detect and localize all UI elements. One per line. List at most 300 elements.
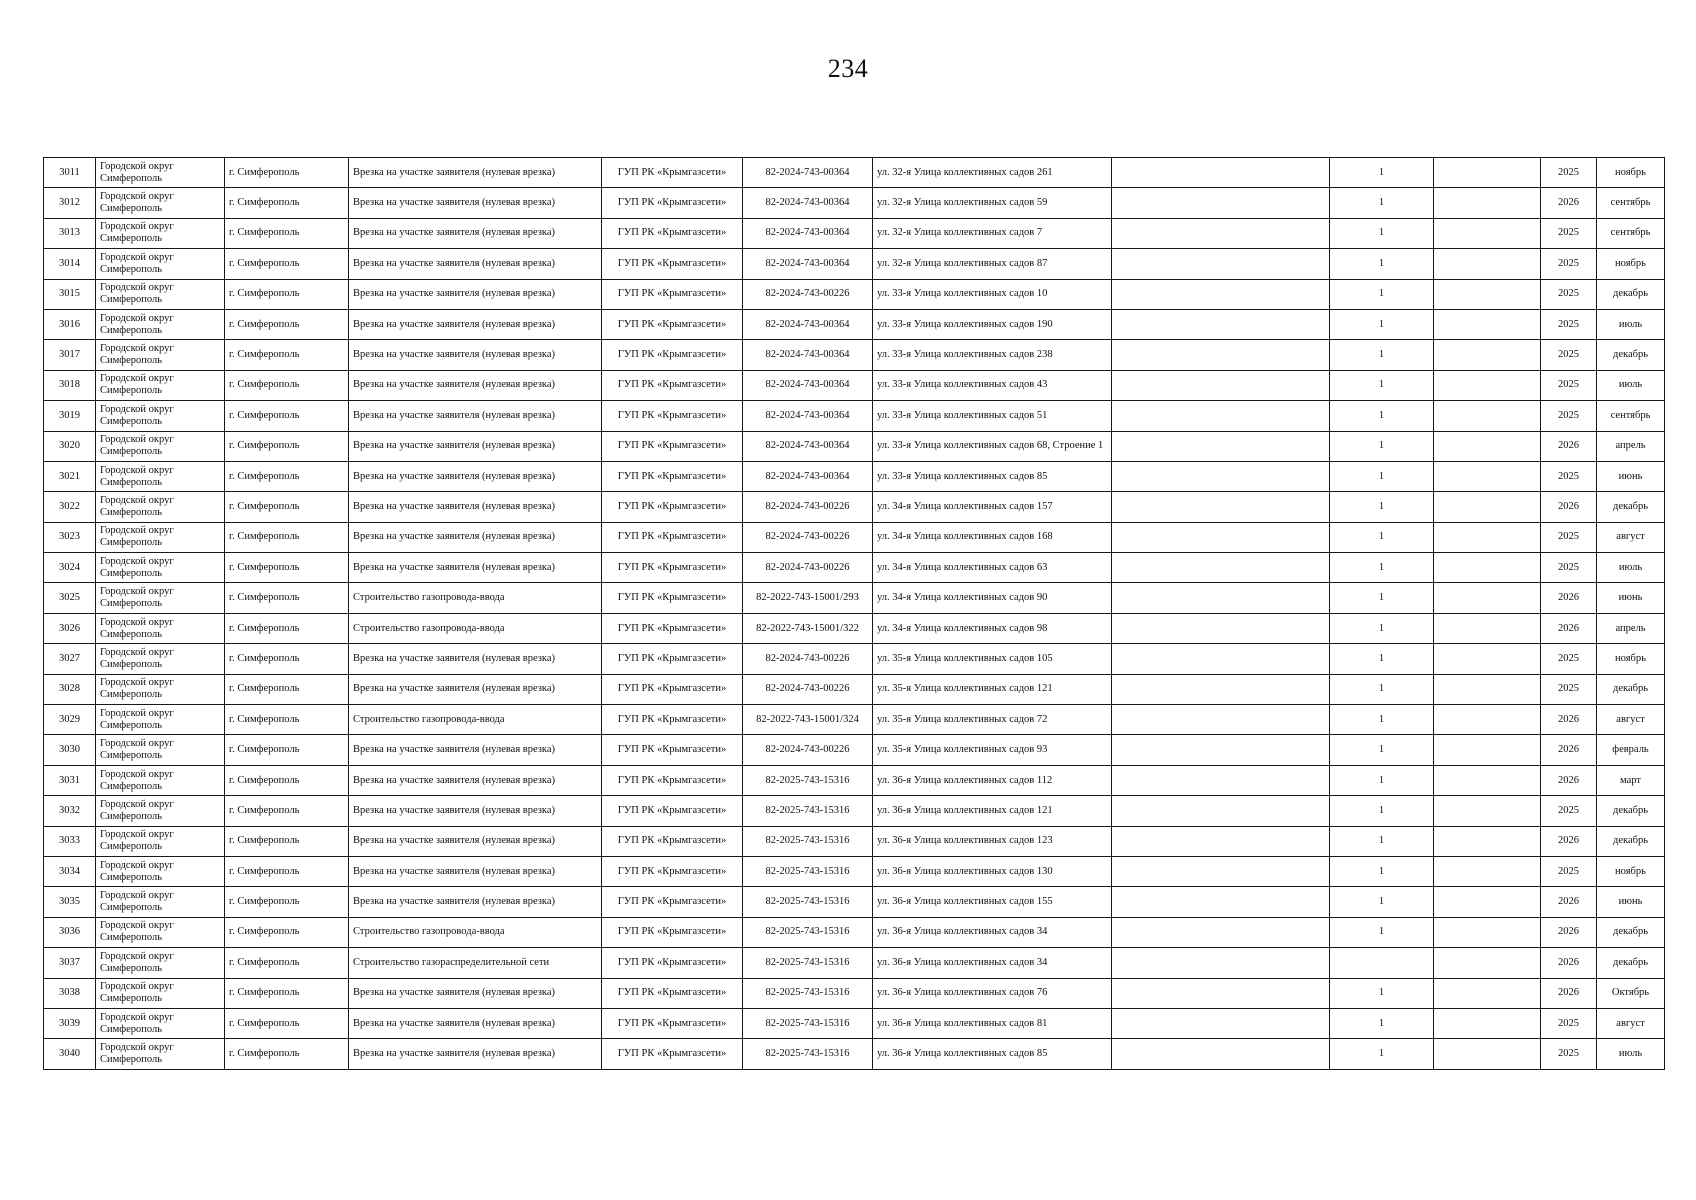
work-type-cell: Врезка на участке заявителя (нулевая врезка) xyxy=(349,309,602,339)
district-cell: Городской округ Симферополь xyxy=(96,522,225,552)
quantity-cell: 1 xyxy=(1330,613,1434,643)
organization-cell: ГУП РК «Крымгазсети» xyxy=(602,674,743,704)
city-cell: г. Симферополь xyxy=(225,735,349,765)
tech-conditions-cell: 82-2022-743-15001/293 xyxy=(743,583,873,613)
address-cell: ул. 34-я Улица коллективных садов 90 xyxy=(873,583,1112,613)
row-number: 3011 xyxy=(44,158,96,188)
organization-cell: ГУП РК «Крымгазсети» xyxy=(602,796,743,826)
row-number: 3016 xyxy=(44,309,96,339)
empty-cell xyxy=(1434,948,1541,978)
work-type-cell: Врезка на участке заявителя (нулевая врезка) xyxy=(349,218,602,248)
district-cell: Городской округ Симферополь xyxy=(96,674,225,704)
city-cell: г. Симферополь xyxy=(225,978,349,1008)
address-cell: ул. 32-я Улица коллективных садов 59 xyxy=(873,188,1112,218)
month-cell: июнь xyxy=(1597,887,1665,917)
city-cell: г. Симферополь xyxy=(225,826,349,856)
tech-conditions-cell: 82-2025-743-15316 xyxy=(743,1039,873,1069)
row-number: 3036 xyxy=(44,917,96,947)
empty-cell xyxy=(1434,644,1541,674)
work-type-cell: Врезка на участке заявителя (нулевая врезка) xyxy=(349,674,602,704)
work-type-cell: Врезка на участке заявителя (нулевая врезка) xyxy=(349,644,602,674)
month-cell: август xyxy=(1597,522,1665,552)
organization-cell: ГУП РК «Крымгазсети» xyxy=(602,644,743,674)
empty-cell xyxy=(1434,340,1541,370)
quantity-cell: 1 xyxy=(1330,1039,1434,1069)
district-cell: Городской округ Симферополь xyxy=(96,553,225,583)
registry-rows xyxy=(44,158,1665,1070)
row-number: 3040 xyxy=(44,1039,96,1069)
row-number: 3019 xyxy=(44,401,96,431)
empty-cell xyxy=(1434,370,1541,400)
row-number: 3022 xyxy=(44,492,96,522)
work-type-cell: Врезка на участке заявителя (нулевая врезка) xyxy=(349,522,602,552)
month-cell: сентябрь xyxy=(1597,218,1665,248)
organization-cell: ГУП РК «Крымгазсети» xyxy=(602,492,743,522)
quantity-cell: 1 xyxy=(1330,735,1434,765)
quantity-cell: 1 xyxy=(1330,158,1434,188)
table-row xyxy=(44,401,1665,431)
district-cell: Городской округ Симферополь xyxy=(96,309,225,339)
page-number: 234 xyxy=(827,54,869,83)
address-cell: ул. 36-я Улица коллективных садов 130 xyxy=(873,856,1112,886)
quantity-cell: 1 xyxy=(1330,370,1434,400)
row-number: 3014 xyxy=(44,249,96,279)
district-cell: Городской округ Симферополь xyxy=(96,826,225,856)
tech-conditions-cell: 82-2024-743-00364 xyxy=(743,188,873,218)
row-number: 3035 xyxy=(44,887,96,917)
month-cell: декабрь xyxy=(1597,279,1665,309)
year-cell: 2025 xyxy=(1541,461,1597,491)
empty-cell xyxy=(1434,765,1541,795)
work-type-cell: Врезка на участке заявителя (нулевая врезка) xyxy=(349,735,602,765)
quantity-cell: 1 xyxy=(1330,887,1434,917)
table-row xyxy=(44,340,1665,370)
city-cell: г. Симферополь xyxy=(225,856,349,886)
city-cell: г. Симферополь xyxy=(225,887,349,917)
city-cell: г. Симферополь xyxy=(225,765,349,795)
row-number: 3031 xyxy=(44,765,96,795)
quantity-cell: 1 xyxy=(1330,705,1434,735)
organization-cell: ГУП РК «Крымгазсети» xyxy=(602,887,743,917)
city-cell: г. Симферополь xyxy=(225,1039,349,1069)
tech-conditions-cell: 82-2024-743-00226 xyxy=(743,644,873,674)
month-cell: февраль xyxy=(1597,735,1665,765)
city-cell: г. Симферополь xyxy=(225,644,349,674)
tech-conditions-cell: 82-2024-743-00226 xyxy=(743,674,873,704)
table-row xyxy=(44,218,1665,248)
organization-cell: ГУП РК «Крымгазсети» xyxy=(602,735,743,765)
address-cell: ул. 35-я Улица коллективных садов 72 xyxy=(873,705,1112,735)
city-cell: г. Симферополь xyxy=(225,948,349,978)
empty-cell xyxy=(1112,340,1330,370)
district-cell: Городской округ Симферополь xyxy=(96,461,225,491)
empty-cell xyxy=(1434,461,1541,491)
work-type-cell: Врезка на участке заявителя (нулевая врезка) xyxy=(349,978,602,1008)
year-cell: 2025 xyxy=(1541,309,1597,339)
tech-conditions-cell: 82-2025-743-15316 xyxy=(743,978,873,1008)
quantity-cell: 1 xyxy=(1330,553,1434,583)
month-cell: декабрь xyxy=(1597,948,1665,978)
tech-conditions-cell: 82-2024-743-00364 xyxy=(743,218,873,248)
work-type-cell: Врезка на участке заявителя (нулевая врезка) xyxy=(349,249,602,279)
city-cell: г. Симферополь xyxy=(225,613,349,643)
row-number: 3026 xyxy=(44,613,96,643)
row-number: 3027 xyxy=(44,644,96,674)
year-cell: 2025 xyxy=(1541,279,1597,309)
year-cell: 2026 xyxy=(1541,188,1597,218)
tech-conditions-cell: 82-2025-743-15316 xyxy=(743,856,873,886)
address-cell: ул. 36-я Улица коллективных садов 76 xyxy=(873,978,1112,1008)
table-row xyxy=(44,917,1665,947)
organization-cell: ГУП РК «Крымгазсети» xyxy=(602,1039,743,1069)
row-number: 3030 xyxy=(44,735,96,765)
year-cell: 2025 xyxy=(1541,1008,1597,1038)
month-cell: декабрь xyxy=(1597,674,1665,704)
city-cell: г. Симферополь xyxy=(225,431,349,461)
empty-cell xyxy=(1434,431,1541,461)
quantity-cell: 1 xyxy=(1330,856,1434,886)
empty-cell xyxy=(1112,309,1330,339)
table-row xyxy=(44,705,1665,735)
district-cell: Городской округ Симферополь xyxy=(96,279,225,309)
table-row xyxy=(44,735,1665,765)
year-cell: 2026 xyxy=(1541,431,1597,461)
empty-cell xyxy=(1112,188,1330,218)
empty-cell xyxy=(1434,279,1541,309)
year-cell: 2026 xyxy=(1541,948,1597,978)
quantity-cell: 1 xyxy=(1330,644,1434,674)
tech-conditions-cell: 82-2024-743-00364 xyxy=(743,340,873,370)
quantity-cell: 1 xyxy=(1330,188,1434,218)
row-number: 3020 xyxy=(44,431,96,461)
work-type-cell: Врезка на участке заявителя (нулевая врезка) xyxy=(349,401,602,431)
month-cell: апрель xyxy=(1597,613,1665,643)
organization-cell: ГУП РК «Крымгазсети» xyxy=(602,1008,743,1038)
empty-cell xyxy=(1112,553,1330,583)
empty-cell xyxy=(1112,1039,1330,1069)
city-cell: г. Симферополь xyxy=(225,917,349,947)
organization-cell: ГУП РК «Крымгазсети» xyxy=(602,309,743,339)
table-row xyxy=(44,613,1665,643)
table-row xyxy=(44,553,1665,583)
district-cell: Городской округ Симферополь xyxy=(96,340,225,370)
address-cell: ул. 32-я Улица коллективных садов 7 xyxy=(873,218,1112,248)
month-cell: ноябрь xyxy=(1597,249,1665,279)
year-cell: 2026 xyxy=(1541,765,1597,795)
table-row xyxy=(44,948,1665,978)
organization-cell: ГУП РК «Крымгазсети» xyxy=(602,431,743,461)
quantity-cell xyxy=(1330,948,1434,978)
empty-cell xyxy=(1434,553,1541,583)
row-number: 3015 xyxy=(44,279,96,309)
table-row xyxy=(44,674,1665,704)
district-cell: Городской округ Симферополь xyxy=(96,401,225,431)
row-number: 3021 xyxy=(44,461,96,491)
organization-cell: ГУП РК «Крымгазсети» xyxy=(602,158,743,188)
city-cell: г. Симферополь xyxy=(225,370,349,400)
table-row xyxy=(44,309,1665,339)
year-cell: 2026 xyxy=(1541,887,1597,917)
work-type-cell: Врезка на участке заявителя (нулевая врезка) xyxy=(349,340,602,370)
empty-cell xyxy=(1434,401,1541,431)
quantity-cell: 1 xyxy=(1330,674,1434,704)
empty-cell xyxy=(1112,401,1330,431)
table-row xyxy=(44,249,1665,279)
row-number: 3029 xyxy=(44,705,96,735)
row-number: 3033 xyxy=(44,826,96,856)
work-type-cell: Врезка на участке заявителя (нулевая врезка) xyxy=(349,158,602,188)
work-type-cell: Врезка на участке заявителя (нулевая врезка) xyxy=(349,431,602,461)
work-type-cell: Врезка на участке заявителя (нулевая врезка) xyxy=(349,1008,602,1038)
organization-cell: ГУП РК «Крымгазсети» xyxy=(602,522,743,552)
quantity-cell: 1 xyxy=(1330,492,1434,522)
district-cell: Городской округ Симферополь xyxy=(96,978,225,1008)
district-cell: Городской округ Симферополь xyxy=(96,887,225,917)
city-cell: г. Симферополь xyxy=(225,1008,349,1038)
table-row xyxy=(44,492,1665,522)
work-type-cell: Строительство газораспределительной сети xyxy=(349,948,602,978)
month-cell: июль xyxy=(1597,553,1665,583)
city-cell: г. Симферополь xyxy=(225,218,349,248)
table-row xyxy=(44,279,1665,309)
month-cell: апрель xyxy=(1597,431,1665,461)
empty-cell xyxy=(1434,249,1541,279)
address-cell: ул. 32-я Улица коллективных садов 87 xyxy=(873,249,1112,279)
month-cell: ноябрь xyxy=(1597,644,1665,674)
work-type-cell: Врезка на участке заявителя (нулевая врезка) xyxy=(349,461,602,491)
empty-cell xyxy=(1112,1008,1330,1038)
address-cell: ул. 34-я Улица коллективных садов 98 xyxy=(873,613,1112,643)
year-cell: 2025 xyxy=(1541,340,1597,370)
work-type-cell: Врезка на участке заявителя (нулевая врезка) xyxy=(349,553,602,583)
organization-cell: ГУП РК «Крымгазсети» xyxy=(602,583,743,613)
tech-conditions-cell: 82-2024-743-00364 xyxy=(743,401,873,431)
district-cell: Городской округ Симферополь xyxy=(96,765,225,795)
empty-cell xyxy=(1434,856,1541,886)
month-cell: июнь xyxy=(1597,583,1665,613)
district-cell: Городской округ Симферополь xyxy=(96,948,225,978)
address-cell: ул. 36-я Улица коллективных садов 81 xyxy=(873,1008,1112,1038)
empty-cell xyxy=(1112,522,1330,552)
city-cell: г. Симферополь xyxy=(225,674,349,704)
year-cell: 2025 xyxy=(1541,1039,1597,1069)
tech-conditions-cell: 82-2024-743-00226 xyxy=(743,492,873,522)
district-cell: Городской округ Симферополь xyxy=(96,917,225,947)
tech-conditions-cell: 82-2025-743-15316 xyxy=(743,887,873,917)
empty-cell xyxy=(1112,158,1330,188)
tech-conditions-cell: 82-2025-743-15316 xyxy=(743,765,873,795)
table-row xyxy=(44,370,1665,400)
quantity-cell: 1 xyxy=(1330,796,1434,826)
quantity-cell: 1 xyxy=(1330,765,1434,795)
empty-cell xyxy=(1434,796,1541,826)
address-cell: ул. 36-я Улица коллективных садов 34 xyxy=(873,917,1112,947)
month-cell: декабрь xyxy=(1597,917,1665,947)
month-cell: декабрь xyxy=(1597,826,1665,856)
city-cell: г. Симферополь xyxy=(225,401,349,431)
city-cell: г. Симферополь xyxy=(225,340,349,370)
month-cell: июнь xyxy=(1597,461,1665,491)
empty-cell xyxy=(1112,887,1330,917)
empty-cell xyxy=(1112,431,1330,461)
address-cell: ул. 33-я Улица коллективных садов 68, Строение 1 xyxy=(873,431,1112,461)
organization-cell: ГУП РК «Крымгазсети» xyxy=(602,218,743,248)
quantity-cell: 1 xyxy=(1330,431,1434,461)
district-cell: Городской округ Симферополь xyxy=(96,218,225,248)
empty-cell xyxy=(1112,948,1330,978)
year-cell: 2026 xyxy=(1541,917,1597,947)
quantity-cell: 1 xyxy=(1330,461,1434,491)
address-cell: ул. 32-я Улица коллективных садов 261 xyxy=(873,158,1112,188)
year-cell: 2025 xyxy=(1541,401,1597,431)
quantity-cell: 1 xyxy=(1330,279,1434,309)
empty-cell xyxy=(1112,978,1330,1008)
organization-cell: ГУП РК «Крымгазсети» xyxy=(602,948,743,978)
table-row xyxy=(44,765,1665,795)
district-cell: Городской округ Симферополь xyxy=(96,370,225,400)
year-cell: 2026 xyxy=(1541,826,1597,856)
tech-conditions-cell: 82-2024-743-00364 xyxy=(743,249,873,279)
district-cell: Городской округ Симферополь xyxy=(96,492,225,522)
address-cell: ул. 34-я Улица коллективных садов 168 xyxy=(873,522,1112,552)
work-type-cell: Строительство газопровода-ввода xyxy=(349,583,602,613)
city-cell: г. Симферополь xyxy=(225,309,349,339)
organization-cell: ГУП РК «Крымгазсети» xyxy=(602,705,743,735)
tech-conditions-cell: 82-2022-743-15001/322 xyxy=(743,613,873,643)
row-number: 3017 xyxy=(44,340,96,370)
empty-cell xyxy=(1112,705,1330,735)
organization-cell: ГУП РК «Крымгазсети» xyxy=(602,765,743,795)
empty-cell xyxy=(1112,613,1330,643)
organization-cell: ГУП РК «Крымгазсети» xyxy=(602,249,743,279)
empty-cell xyxy=(1112,644,1330,674)
row-number: 3038 xyxy=(44,978,96,1008)
city-cell: г. Симферополь xyxy=(225,249,349,279)
year-cell: 2025 xyxy=(1541,674,1597,704)
month-cell: декабрь xyxy=(1597,340,1665,370)
month-cell: сентябрь xyxy=(1597,401,1665,431)
year-cell: 2025 xyxy=(1541,553,1597,583)
empty-cell xyxy=(1434,309,1541,339)
tech-conditions-cell: 82-2024-743-00364 xyxy=(743,431,873,461)
organization-cell: ГУП РК «Крымгазсети» xyxy=(602,826,743,856)
address-cell: ул. 36-я Улица коллективных садов 34 xyxy=(873,948,1112,978)
work-type-cell: Строительство газопровода-ввода xyxy=(349,705,602,735)
city-cell: г. Симферополь xyxy=(225,188,349,218)
empty-cell xyxy=(1434,492,1541,522)
empty-cell xyxy=(1434,1039,1541,1069)
empty-cell xyxy=(1112,249,1330,279)
tech-conditions-cell: 82-2024-743-00226 xyxy=(743,553,873,583)
district-cell: Городской округ Симферополь xyxy=(96,188,225,218)
empty-cell xyxy=(1434,1008,1541,1038)
organization-cell: ГУП РК «Крымгазсети» xyxy=(602,188,743,218)
table-row xyxy=(44,826,1665,856)
city-cell: г. Симферополь xyxy=(225,279,349,309)
address-cell: ул. 33-я Улица коллективных садов 85 xyxy=(873,461,1112,491)
quantity-cell: 1 xyxy=(1330,1008,1434,1038)
work-type-cell: Врезка на участке заявителя (нулевая врезка) xyxy=(349,765,602,795)
table-row xyxy=(44,796,1665,826)
tech-conditions-cell: 82-2024-743-00226 xyxy=(743,279,873,309)
district-cell: Городской округ Симферополь xyxy=(96,644,225,674)
work-type-cell: Врезка на участке заявителя (нулевая врезка) xyxy=(349,887,602,917)
empty-cell xyxy=(1434,188,1541,218)
city-cell: г. Симферополь xyxy=(225,158,349,188)
year-cell: 2025 xyxy=(1541,218,1597,248)
district-cell: Городской округ Симферополь xyxy=(96,1008,225,1038)
row-number: 3024 xyxy=(44,553,96,583)
table-row xyxy=(44,522,1665,552)
table-row xyxy=(44,188,1665,218)
month-cell: ноябрь xyxy=(1597,158,1665,188)
year-cell: 2026 xyxy=(1541,613,1597,643)
table-row xyxy=(44,856,1665,886)
year-cell: 2025 xyxy=(1541,249,1597,279)
month-cell: август xyxy=(1597,705,1665,735)
row-number: 3012 xyxy=(44,188,96,218)
address-cell: ул. 36-я Улица коллективных садов 112 xyxy=(873,765,1112,795)
year-cell: 2025 xyxy=(1541,522,1597,552)
year-cell: 2025 xyxy=(1541,644,1597,674)
table-row xyxy=(44,431,1665,461)
district-cell: Городской округ Симферополь xyxy=(96,1039,225,1069)
tech-conditions-cell: 82-2024-743-00364 xyxy=(743,309,873,339)
registry-table xyxy=(43,157,1665,1070)
organization-cell: ГУП РК «Крымгазсети» xyxy=(602,917,743,947)
table-row xyxy=(44,158,1665,188)
city-cell: г. Симферополь xyxy=(225,461,349,491)
month-cell: июль xyxy=(1597,1039,1665,1069)
tech-conditions-cell: 82-2024-743-00364 xyxy=(743,370,873,400)
empty-cell xyxy=(1112,279,1330,309)
address-cell: ул. 36-я Улица коллективных садов 85 xyxy=(873,1039,1112,1069)
address-cell: ул. 34-я Улица коллективных садов 63 xyxy=(873,553,1112,583)
empty-cell xyxy=(1434,583,1541,613)
district-cell: Городской округ Симферополь xyxy=(96,796,225,826)
district-cell: Городской округ Симферополь xyxy=(96,705,225,735)
district-cell: Городской округ Симферополь xyxy=(96,158,225,188)
empty-cell xyxy=(1112,856,1330,886)
tech-conditions-cell: 82-2025-743-15316 xyxy=(743,948,873,978)
month-cell: июль xyxy=(1597,309,1665,339)
city-cell: г. Симферополь xyxy=(225,705,349,735)
tech-conditions-cell: 82-2025-743-15316 xyxy=(743,917,873,947)
address-cell: ул. 36-я Улица коллективных садов 155 xyxy=(873,887,1112,917)
month-cell: март xyxy=(1597,765,1665,795)
empty-cell xyxy=(1112,492,1330,522)
empty-cell xyxy=(1434,705,1541,735)
quantity-cell: 1 xyxy=(1330,401,1434,431)
city-cell: г. Симферополь xyxy=(225,522,349,552)
quantity-cell: 1 xyxy=(1330,218,1434,248)
empty-cell xyxy=(1112,765,1330,795)
row-number: 3013 xyxy=(44,218,96,248)
tech-conditions-cell: 82-2022-743-15001/324 xyxy=(743,705,873,735)
work-type-cell: Врезка на участке заявителя (нулевая врезка) xyxy=(349,796,602,826)
city-cell: г. Симферополь xyxy=(225,492,349,522)
tech-conditions-cell: 82-2024-743-00226 xyxy=(743,735,873,765)
organization-cell: ГУП РК «Крымгазсети» xyxy=(602,401,743,431)
empty-cell xyxy=(1112,674,1330,704)
city-cell: г. Симферополь xyxy=(225,553,349,583)
organization-cell: ГУП РК «Крымгазсети» xyxy=(602,340,743,370)
month-cell: август xyxy=(1597,1008,1665,1038)
row-number: 3018 xyxy=(44,370,96,400)
quantity-cell: 1 xyxy=(1330,340,1434,370)
address-cell: ул. 35-я Улица коллективных садов 93 xyxy=(873,735,1112,765)
month-cell: декабрь xyxy=(1597,492,1665,522)
